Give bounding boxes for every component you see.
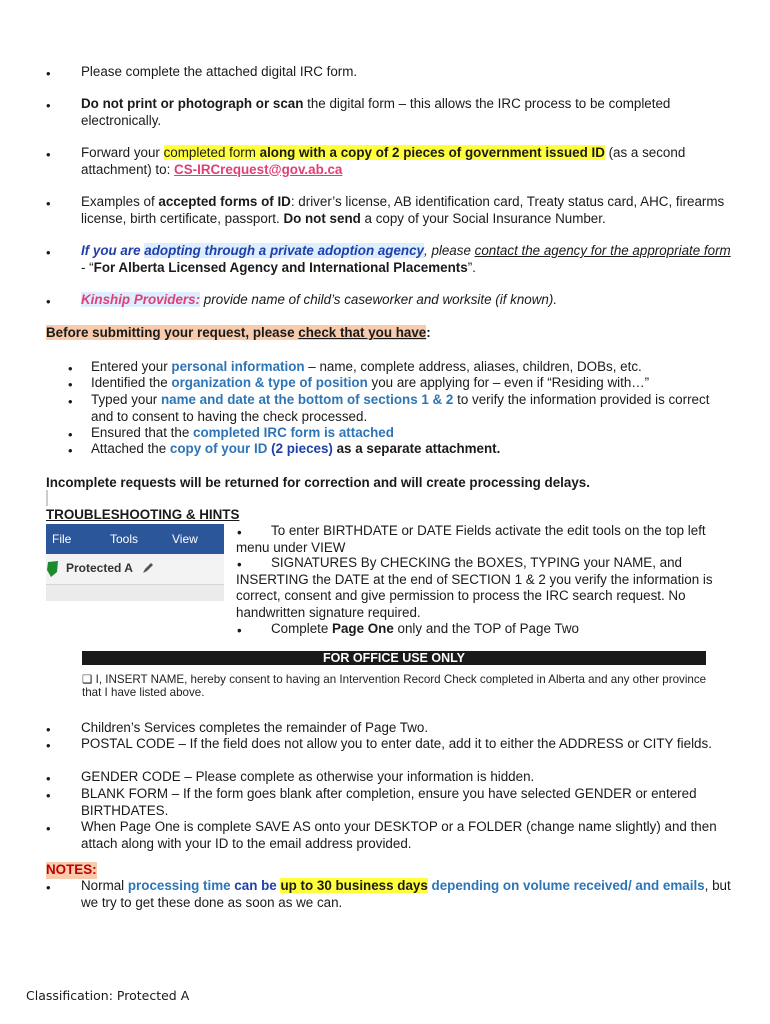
bullet: • <box>46 880 51 895</box>
bullet: • <box>46 66 51 81</box>
pencil-icon <box>142 562 154 574</box>
note-item: GENDER CODE – Please complete as otherwise your information is hidden. <box>81 769 535 784</box>
note-item: Children’s Services completes the remainder of Page Two. <box>81 720 429 735</box>
instruction-forward: Forward your completed form along with a copy of 2 pieces of government issued ID (as a second attachment) to: CS-IRCrequest@gov.ab.ca <box>81 145 686 177</box>
bullet: • <box>68 443 73 458</box>
checklist-item: Attached the copy of your ID (2 pieces) as a separate attachment. <box>91 441 501 456</box>
note-item: POSTAL CODE – If the field does not allow you to enter date, add it to either the ADDRESS or CITY fields. <box>81 736 712 751</box>
checklist-item: Identified the organization & type of position you are applying for – even if “Residing with…” <box>91 375 650 390</box>
protected-bar-screenshot <box>46 554 224 585</box>
divider <box>46 490 48 506</box>
checklist-item: Entered your personal information – name, complete address, aliases, children, DOBs, etc. <box>91 359 642 374</box>
instruction-do-not-print: Do not print or photograph or scan the digital form – this allows the IRC process to be completed electronically. <box>81 96 671 128</box>
bullet: • <box>68 361 73 376</box>
bullet: • <box>237 525 242 540</box>
incomplete-warning: Incomplete requests will be returned for correction and will create processing delays. <box>46 475 590 490</box>
email-link[interactable]: CS-IRCrequest@gov.ab.ca <box>174 161 343 177</box>
menu-view: View <box>172 532 198 546</box>
note-item: BLANK FORM – If the form goes blank after completion, ensure you have selected GENDER or entered BIRTHDATES. <box>81 786 697 818</box>
bullet: • <box>237 623 242 638</box>
hint-birthdate: To enter BIRTHDATE or DATE Fields activate the edit tools on the top left menu under VIEW <box>236 523 706 555</box>
office-use-bar: FOR OFFICE USE ONLY <box>82 651 706 665</box>
protected-label: Protected A <box>66 561 133 575</box>
instruction-examples-id: Examples of accepted forms of ID: driver’s license, AB identification card, Treaty status card, AHC, firearms license, birth certificate, passport. Do not send a copy of your Social Insurance Number. <box>81 194 725 226</box>
bullet: • <box>237 557 242 572</box>
bullet: • <box>46 147 51 162</box>
checklist-item: Typed your name and date at the bottom of sections 1 & 2 to verify the information provided is correct and to consent to having the check processed. <box>91 392 710 424</box>
bullet: • <box>46 738 51 753</box>
menu-tools: Tools <box>110 532 139 546</box>
hint-signatures: SIGNATURES By CHECKING the BOXES, TYPING your NAME, and INSERTING the DATE at the end of SECTION 1 & 2 you verify the information is correct, consent and give permission to process the IRC search request. No handwritten signature required. <box>236 555 713 620</box>
bullet: • <box>68 394 73 409</box>
check-heading: Before submitting your request, please check that you have: <box>46 325 431 340</box>
bullet: • <box>68 377 73 392</box>
bullet: • <box>46 98 51 113</box>
notes-heading: NOTES: <box>46 862 97 877</box>
menu-file: File <box>52 532 72 546</box>
bullet: • <box>46 788 51 803</box>
bullet: • <box>46 821 51 836</box>
bullet: • <box>46 245 51 260</box>
bullet: • <box>68 427 73 442</box>
bullet: • <box>46 771 51 786</box>
hint-complete-page: Complete Page One only and the TOP of Page Two <box>271 621 579 636</box>
instruction-complete-form: Please complete the attached digital IRC form. <box>81 64 358 79</box>
bullet: • <box>46 722 51 737</box>
toolbar-strip <box>46 585 224 601</box>
checklist-item: Ensured that the completed IRC form is attached <box>91 425 394 440</box>
consent-text: ❑ I, INSERT NAME, hereby consent to having an Intervention Record Check completed in Alberta and any other province that I have listed above. <box>82 673 707 699</box>
instruction-adoption: If you are adopting through a private adoption agency, please contact the agency for the appropriate form - “For Alberta Licensed Agency and International Placements”. <box>81 243 731 275</box>
processing-time-note: Normal processing time can be up to 30 business days depending on volume received/ and emails, but we try to get these done as soon as we can. <box>81 878 731 910</box>
bullet: • <box>46 294 51 309</box>
instruction-kinship: Kinship Providers: provide name of child’s caseworker and worksite (if known). <box>81 292 558 307</box>
note-item: When Page One is complete SAVE AS onto your DESKTOP or a FOLDER (change name slightly) and then attach along with your ID to the email address provided. <box>81 819 717 851</box>
troubleshooting-heading: TROUBLESHOOTING & HINTS <box>46 507 240 522</box>
bullet: • <box>46 196 51 211</box>
shield-icon <box>46 560 60 578</box>
footer-classification: Classification: Protected A <box>26 988 190 1003</box>
menu-bar-screenshot <box>46 524 224 554</box>
